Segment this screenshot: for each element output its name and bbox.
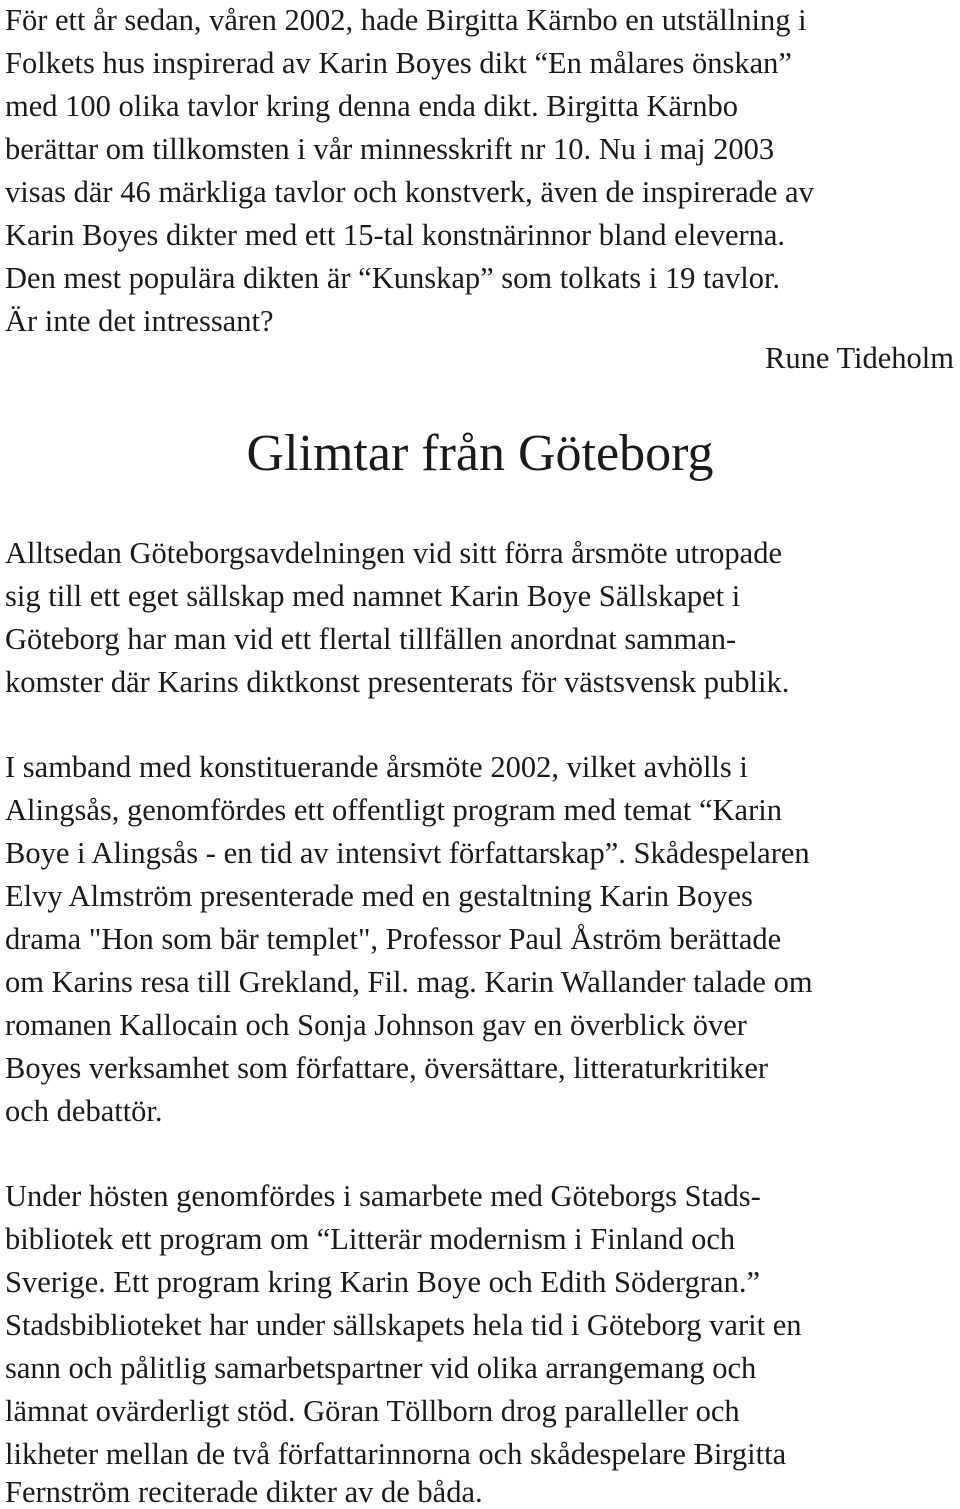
paragraph-line: Göteborg har man vid ett flertal tillfällen anordnat samman- <box>5 622 737 656</box>
author-signature: Rune Tideholm <box>765 341 954 375</box>
paragraph-line: Boye i Alingsås - en tid av intensivt författarskap”. Skådespelaren <box>5 836 810 870</box>
paragraph-line: bibliotek ett program om “Litterär modernism i Finland och <box>5 1222 736 1256</box>
article-title: Glimtar från Göteborg <box>246 425 714 482</box>
paragraph-line: komster där Karins diktkonst presenterats för västsvensk publik. <box>5 665 790 699</box>
paragraph-line: I samband med konstituerande årsmöte 2002, vilket avhölls i <box>5 750 748 784</box>
paragraph-line: romanen Kallocain och Sonja Johnson gav en överblick över <box>5 1008 747 1042</box>
paragraph-line: sann och pålitlig samarbetspartner vid olika arrangemang och <box>5 1351 757 1385</box>
paragraph-line: Sverige. Ett program kring Karin Boye och Edith Södergran.” <box>5 1265 760 1299</box>
intro-line: Karin Boyes dikter med ett 15-tal konstnärinnor bland eleverna. <box>5 218 786 252</box>
intro-line: berättar om tillkomsten i vår minnesskrift nr 10. Nu i maj 2003 <box>5 132 775 166</box>
paragraph-line: lämnat ovärderligt stöd. Göran Töllborn drog paralleller och <box>5 1394 740 1428</box>
paragraph-line: och debattör. <box>5 1094 163 1128</box>
paragraph-line: Alltsedan Göteborgsavdelningen vid sitt förra årsmöte utropade <box>5 536 782 570</box>
intro-line: Den mest populära dikten är “Kunskap” som tolkats i 19 tavlor. <box>5 261 781 295</box>
paragraph-line: Boyes verksamhet som författare, översättare, litteraturkritiker <box>5 1051 769 1085</box>
paragraph-line: Stadsbiblioteket har under sällskapets hela tid i Göteborg varit en <box>5 1308 802 1342</box>
paragraph-line: om Karins resa till Grekland, Fil. mag. Karin Wallander talade om <box>5 965 813 999</box>
paragraph-line: Alingsås, genomfördes ett offentligt program med temat “Karin <box>5 793 782 827</box>
intro-line: Är inte det intressant? <box>5 304 274 338</box>
paragraph-line: Under hösten genomfördes i samarbete med Göteborgs Stads- <box>5 1179 761 1213</box>
paragraph-line: likheter mellan de två författarinnorna och skådespelare Birgitta <box>5 1437 787 1471</box>
intro-line: visas där 46 märkliga tavlor och konstverk, även de inspirerade av <box>5 175 814 209</box>
intro-line: med 100 olika tavlor kring denna enda dikt. Birgitta Kärnbo <box>5 89 738 123</box>
paragraph-line: Elvy Almström presenterade med en gestaltning Karin Boyes <box>5 879 753 913</box>
paragraph-line: Fernström reciterade dikter av de båda. <box>5 1475 483 1509</box>
paragraph-line: sig till ett eget sällskap med namnet Karin Boye Sällskapet i <box>5 579 741 613</box>
intro-line: För ett år sedan, våren 2002, hade Birgitta Kärnbo en utställning i <box>5 3 807 37</box>
paragraph-line: drama "Hon som bär templet", Professor Paul Åström berättade <box>5 922 782 956</box>
intro-line: Folkets hus inspirerad av Karin Boyes dikt “En målares önskan” <box>5 46 792 80</box>
